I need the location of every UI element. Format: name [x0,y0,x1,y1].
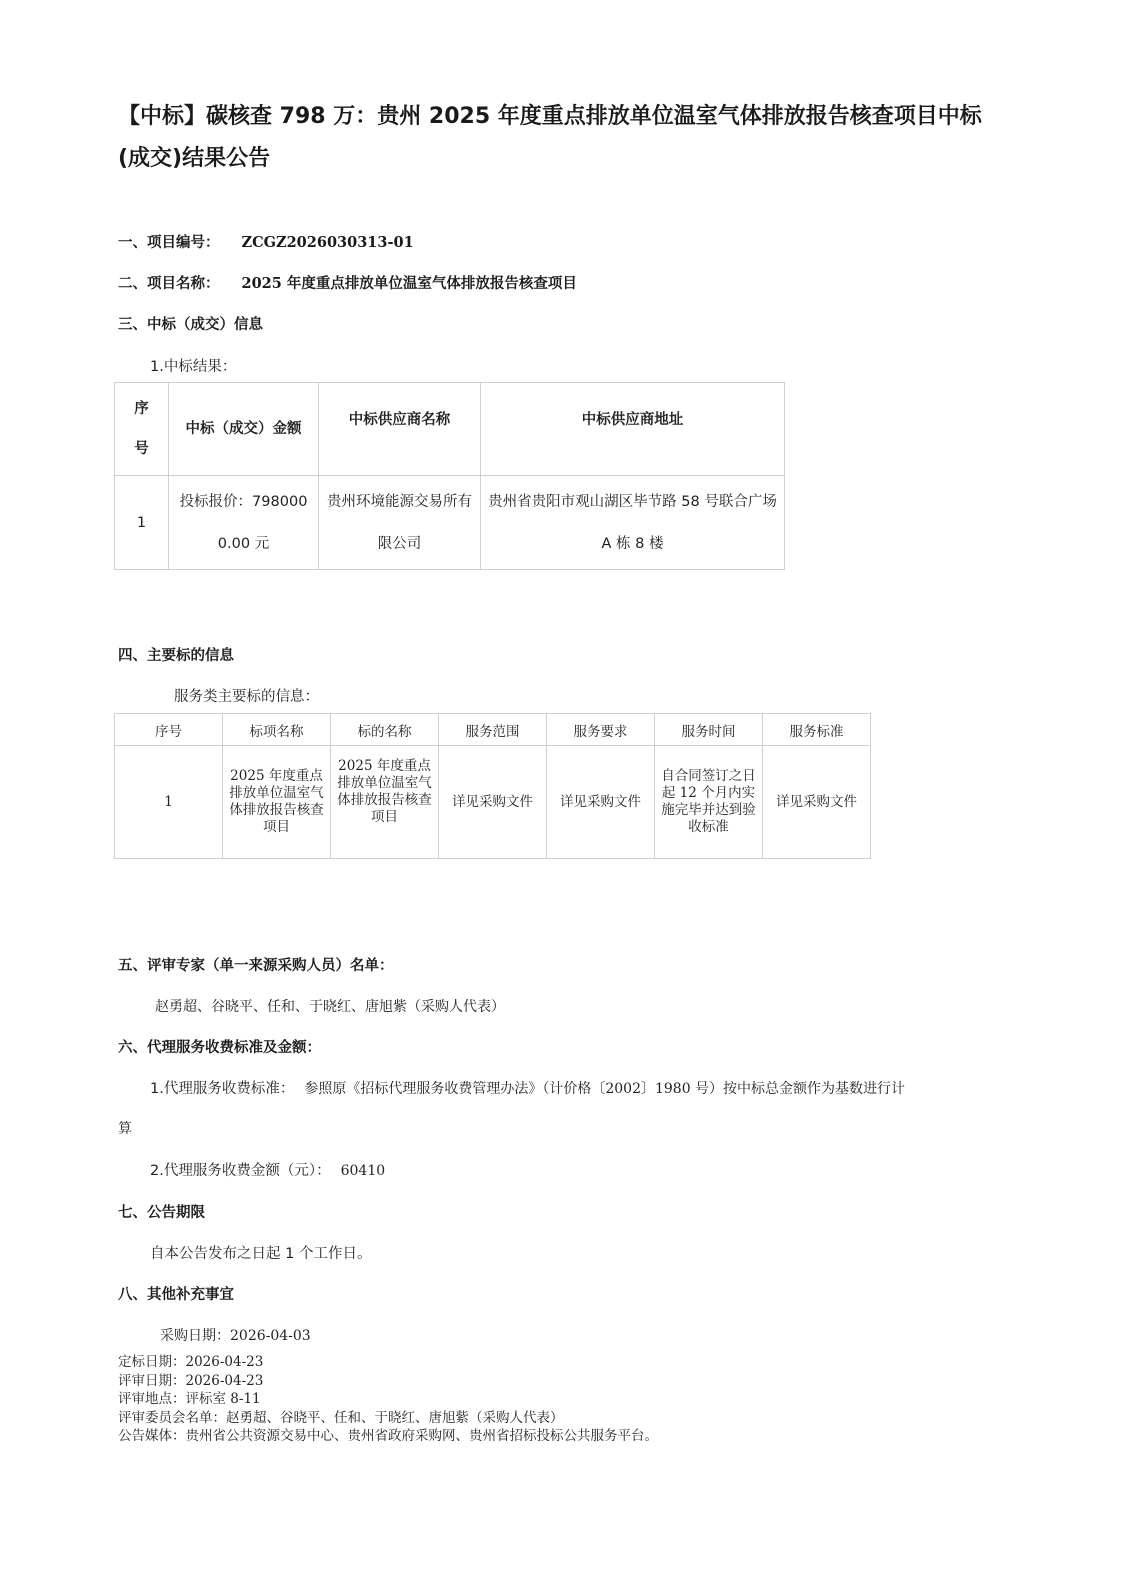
cell-subject-name: 2025 年度重点排放单位温室气体排放报告核查项目 [331,746,439,859]
fee-amount-label: 2.代理服务收费金额（元）： [150,1163,331,1179]
cell-scope: 详见采购文件 [439,746,547,859]
project-name-value: 2025 年度重点排放单位温室气体排放报告核查项目 [241,275,577,292]
header-seq: 序号 [115,714,223,746]
award-result-table [114,382,785,570]
header-lot-name: 标项名称 [223,714,331,746]
cell-supplier: 贵州环境能源交易所有限公司 [319,476,481,570]
review-location: 评审地点：评标室 8-11 [118,1391,261,1407]
review-committee: 评审委员会名单：赵勇超、谷晓平、任和、于晓红、唐旭紫（采购人代表） [118,1409,564,1426]
header-standard: 服务标准 [763,714,871,746]
fee-amount-row [150,1159,385,1180]
cell-address: 贵州省贵阳市观山湖区毕节路 58 号联合广场 A 栋 8 楼 [481,476,785,570]
cell-seq: 1 [115,746,223,859]
header-address: 中标供应商地址 [481,383,785,476]
service-subject-label: 服务类主要标的信息： [174,689,319,705]
fee-standard-label: 1.代理服务收费标准： [150,1081,295,1097]
header-requirement: 服务要求 [547,714,655,746]
page-title: 【中标】碳核查 798 万：贵州 2025 年度重点排放单位温室气体排放报告核查项目中标(成交)结果公告 [118,104,982,171]
cell-amount: 投标报价：7980000.00 元 [169,476,319,570]
fee-amount-value: 60410 [340,1163,386,1179]
expert-list-heading: 五、评审专家（单一来源采购人员）名单： [118,958,394,974]
table-header-row [115,714,871,746]
header-supplier: 中标供应商名称 [319,383,481,476]
cell-lot-name: 2025 年度重点排放单位温室气体排放报告核查项目 [223,746,331,859]
notice-period-content: 自本公告发布之日起 1 个工作日。 [150,1246,372,1262]
header-scope: 服务范围 [439,714,547,746]
award-result-label: 1.中标结果： [150,359,237,375]
review-date: 评审日期：2026-04-23 [118,1372,264,1389]
fee-standard-value: 参照原《招标代理服务收费管理办法》（计价格〔2002〕1980 号）按中标总金额作为基数进行计 [304,1081,906,1097]
fee-standard-continued: 算 [118,1121,132,1137]
award-date: 定标日期：2026-04-23 [118,1354,264,1370]
main-subject-heading: 四、主要标的信息 [118,648,234,664]
project-number-value: ZCGZ2026030313-01 [241,234,414,251]
header-subject-name: 标的名称 [331,714,439,746]
header-amount: 中标（成交）金额 [169,383,319,476]
table-row [115,476,785,570]
header-seq: 序号 [115,383,169,476]
project-name-label: 二、项目名称： [118,276,220,292]
project-number-label: 一、项目编号： [118,235,220,251]
other-matters-list [118,1353,658,1446]
table-header-row [115,383,785,476]
purchase-date: 采购日期：2026-04-03 [160,1328,311,1344]
cell-time: 自合同签订之日起 12 个月内实施完毕并达到验收标准 [655,746,763,859]
other-matters-heading: 八、其他补充事宜 [118,1287,234,1303]
table-row [115,746,871,859]
cell-requirement: 详见采购文件 [547,746,655,859]
cell-standard: 详见采购文件 [763,746,871,859]
project-name-row [118,272,577,293]
header-time: 服务时间 [655,714,763,746]
expert-list-content: 赵勇超、谷晓平、任和、于晓红、唐旭紫（采购人代表） [155,999,505,1015]
award-info-heading: 三、中标（成交）信息 [118,317,263,333]
notice-period-heading: 七、公告期限 [118,1205,205,1221]
fee-standard-row [150,1077,905,1098]
service-subject-table [114,713,871,859]
project-number-row [118,231,414,252]
agency-fee-heading: 六、代理服务收费标准及金额： [118,1040,321,1056]
cell-seq: 1 [115,476,169,570]
announcement-media: 公告媒体：贵州省公共资源交易中心、贵州省政府采购网、贵州省招标投标公共服务平台。 [118,1428,658,1444]
